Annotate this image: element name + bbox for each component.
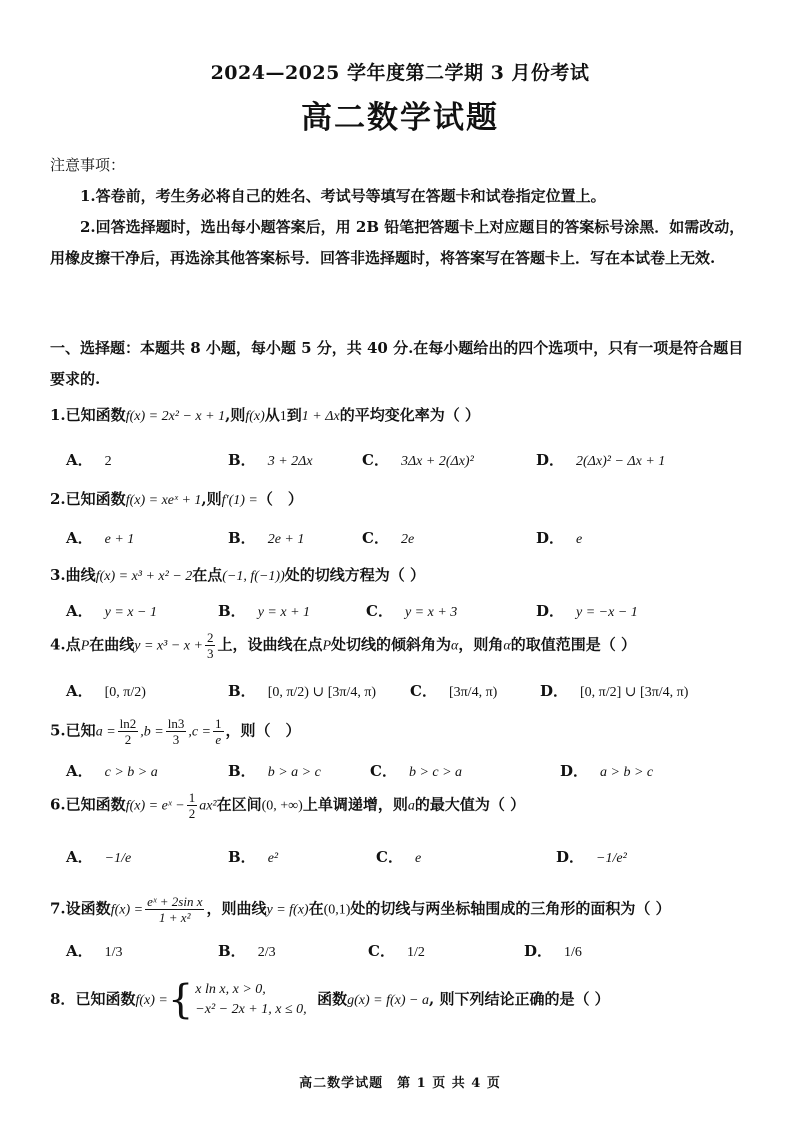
denominator: 2 — [188, 806, 196, 821]
math-var: a — [407, 798, 415, 814]
denominator: 3 — [206, 646, 214, 661]
option-d[interactable] — [524, 940, 582, 961]
option-key: C． — [362, 451, 389, 469]
option-key: A． — [66, 682, 93, 700]
piecewise — [195, 980, 306, 1020]
fraction — [166, 716, 187, 747]
math-expr: a = — [95, 724, 116, 740]
option-text: y = x − 1 — [104, 605, 157, 620]
question-5 — [50, 716, 760, 747]
math-expr: ,b = — [140, 724, 164, 740]
option-d[interactable] — [560, 760, 653, 781]
option-text: −1/e — [104, 851, 132, 866]
option-c[interactable] — [362, 527, 414, 548]
question-text: 点 — [65, 635, 81, 654]
question-text: 到 — [286, 406, 302, 424]
option-b[interactable] — [228, 760, 321, 781]
notice-heading: 注意事项： — [50, 156, 126, 174]
option-text: [0, π/2) — [104, 685, 146, 700]
math-var: α — [503, 638, 511, 654]
option-b[interactable] — [228, 449, 313, 470]
question-number: 5. — [50, 721, 66, 740]
option-d[interactable] — [536, 449, 665, 470]
option-key: C． — [366, 602, 393, 620]
notice-item-1: 1.答卷前，考生务必将自己的姓名、考试号等填写在答题卡和试卷指定位置上。 — [80, 187, 606, 205]
question-text: 已知函数 — [65, 490, 126, 508]
option-key: C． — [370, 762, 397, 780]
option-text: y = x + 3 — [404, 605, 458, 620]
math-expr: ax² — [199, 798, 217, 814]
option-b[interactable] — [218, 600, 310, 621]
option-key: C． — [410, 682, 437, 700]
question-text: ，则（ ） — [225, 721, 301, 740]
option-key: B． — [228, 848, 256, 866]
math-expr: f′(1) = — [221, 493, 258, 508]
option-text: 2/3 — [257, 945, 276, 960]
option-a[interactable] — [66, 680, 146, 701]
option-text: y = −x − 1 — [576, 605, 638, 620]
question-number: 2. — [50, 490, 66, 508]
option-key: D． — [536, 602, 565, 620]
question-number: 8． — [50, 990, 76, 1008]
math-expr: g(x) = f(x) − a — [347, 993, 429, 1008]
question-number: 3. — [50, 566, 66, 584]
option-text: 3 + 2Δx — [267, 454, 313, 469]
math-expr: y = x³ − x + — [134, 638, 203, 654]
option-b[interactable] — [218, 940, 276, 961]
option-key: B． — [228, 682, 256, 700]
exam-title: 2024—2025 学年度第二学期 3 月份考试 — [210, 62, 590, 84]
denominator: 1 + x² — [159, 910, 191, 925]
question-number: 4. — [50, 635, 66, 654]
option-key: C． — [362, 529, 389, 547]
math-var: P — [322, 638, 332, 654]
option-text: 1/3 — [104, 945, 123, 960]
question-text: 函数 — [317, 990, 348, 1008]
question-text: 处切线的倾斜角为 — [331, 635, 452, 654]
math-expr: f(x) = x³ + x² − 2 — [95, 569, 193, 584]
question-text: ，则曲线 — [206, 899, 267, 918]
section-heading: 一、选择题：本题共 8 小题，每小题 5 分，共 40 分.在每小题给出的四个选项中，只有一项是符合题目要求的. — [50, 339, 744, 388]
option-text: 3Δx + 2(Δx)² — [400, 454, 474, 469]
option-c[interactable] — [368, 940, 425, 961]
option-key: B． — [218, 602, 246, 620]
question-text: 上单调递增，则 — [302, 795, 408, 814]
subject-title: 高二数学试题 — [301, 100, 499, 136]
question-text: 已知函数 — [65, 795, 126, 814]
option-text: [3π/4, π) — [448, 685, 498, 700]
option-b[interactable] — [228, 846, 278, 867]
notice-block — [50, 150, 750, 274]
question-text: 上，设曲线在点 — [217, 635, 323, 654]
option-key: B． — [218, 942, 246, 960]
option-text: b > c > a — [408, 765, 463, 780]
option-text: c > b > a — [104, 765, 158, 780]
math-expr: (−1, f(−1)) — [222, 569, 285, 584]
piece-2: −x² − 2x + 1, x ≤ 0, — [195, 1002, 307, 1017]
math-expr: (0,1) — [323, 902, 351, 918]
question-2 — [50, 488, 760, 509]
option-key: B． — [228, 451, 256, 469]
fraction — [187, 790, 198, 821]
option-d[interactable] — [556, 846, 627, 867]
math-expr: (0, +∞) — [261, 798, 303, 814]
option-c[interactable] — [366, 600, 457, 621]
option-text: 1/6 — [564, 945, 582, 960]
option-d[interactable] — [540, 680, 688, 701]
question-text: 的取值范围是（ ） — [510, 635, 637, 654]
option-key: D． — [556, 848, 585, 866]
question-6 — [50, 790, 760, 821]
question-text: 在点 — [192, 566, 223, 584]
question-text: 在曲线 — [89, 635, 135, 654]
page-footer: 高二数学试题 第 1 页 共 4 页 — [299, 1076, 501, 1091]
question-text: 从 — [264, 406, 280, 424]
question-text: ,则 — [225, 406, 246, 424]
option-text: 2e — [400, 532, 415, 547]
option-text: [0, π/2) ∪ [3π/4, π) — [267, 685, 377, 700]
question-text: 处的切线方程为（ ） — [284, 566, 425, 584]
math-expr: f(x) = 2x² − x + 1 — [125, 409, 226, 424]
option-key: D． — [536, 451, 565, 469]
numerator: 1 — [188, 790, 196, 805]
numerator: eˣ + 2sin x — [147, 894, 203, 909]
question-number: 1. — [50, 406, 66, 424]
question-text: （ ） — [257, 490, 303, 508]
option-text: a > b > c — [600, 765, 654, 780]
math-var: α — [451, 638, 459, 654]
option-text: e + 1 — [104, 532, 135, 547]
question-text: 曲线 — [65, 566, 96, 584]
question-text: ,则 — [201, 490, 222, 508]
option-text: −1/e² — [596, 851, 627, 866]
option-key: D． — [524, 942, 553, 960]
option-a[interactable] — [66, 527, 134, 548]
math-expr: 1 + Δx — [301, 409, 340, 424]
question-text: 处的切线与两坐标轴围成的三角形的面积为（ ） — [350, 899, 671, 918]
question-text: 已知函数 — [65, 406, 126, 424]
numerator: ln2 — [119, 716, 137, 731]
question-3 — [50, 564, 760, 585]
denominator: 2 — [124, 732, 132, 747]
option-d[interactable] — [536, 527, 582, 548]
notice-item-2: 2.回答选择题时，选出每小题答案后，用 2B 铅笔把答题卡上对应题目的答案标号涂黑．如需改动，用橡皮擦干净后，再选涂其他答案标号．回答非选择题时，将答案写在答题卡上．写在本试卷上无效. — [50, 218, 745, 267]
option-key: A． — [66, 848, 93, 866]
question-text: ，则角 — [458, 635, 504, 654]
math-var: P — [80, 638, 90, 654]
option-c[interactable] — [376, 846, 421, 867]
math-expr: f(x) — [245, 409, 265, 424]
option-key: D． — [540, 682, 569, 700]
math-expr: f(x) = eˣ − — [125, 798, 185, 814]
question-text: 在 — [308, 899, 324, 918]
math-expr: f(x) = — [110, 902, 144, 918]
question-7 — [50, 894, 760, 925]
option-text: y = x + 1 — [257, 605, 311, 620]
question-text: 已知函数 — [75, 990, 136, 1008]
question-number: 7. — [50, 899, 66, 918]
question-4 — [50, 630, 760, 661]
fraction — [118, 716, 139, 747]
option-a[interactable] — [66, 940, 123, 961]
option-key: C． — [368, 942, 395, 960]
option-c[interactable] — [370, 760, 462, 781]
math-expr: y = f(x) — [266, 902, 309, 918]
fraction — [213, 716, 224, 747]
option-text: e — [414, 851, 422, 866]
question-text: 已知 — [65, 721, 96, 740]
option-text: 1/2 — [406, 945, 425, 960]
question-number: 6. — [50, 795, 66, 814]
option-key: C． — [376, 848, 403, 866]
numerator: ln3 — [167, 716, 185, 731]
piece-1: x ln x, x > 0, — [195, 982, 266, 997]
option-key: A． — [66, 602, 93, 620]
math-expr: f(x) = xeˣ + 1 — [125, 493, 202, 508]
option-c[interactable] — [410, 680, 497, 701]
option-b[interactable] — [228, 527, 304, 548]
math-expr: ,c = — [188, 724, 212, 740]
option-key: D． — [560, 762, 589, 780]
option-text: 2 — [104, 454, 112, 469]
fraction — [205, 630, 216, 661]
math-expr: f(x) = — [135, 993, 168, 1008]
option-key: A． — [66, 762, 93, 780]
option-text: 2(Δx)² − Δx + 1 — [576, 454, 666, 469]
option-key: B． — [228, 762, 256, 780]
fraction — [145, 894, 204, 925]
numerator: 2 — [206, 630, 214, 645]
option-text: 2e + 1 — [267, 532, 305, 547]
option-b[interactable] — [228, 680, 376, 701]
option-key: A． — [66, 451, 93, 469]
question-text: 在区间 — [216, 795, 262, 814]
denominator: e — [215, 732, 222, 747]
numerator: 1 — [215, 716, 222, 731]
question-8 — [50, 977, 760, 1023]
brace-symbol: { — [167, 977, 194, 1023]
option-text: e² — [267, 851, 279, 866]
option-key: D． — [536, 529, 565, 547]
denominator: 3 — [172, 732, 180, 747]
option-text: [0, π/2] ∪ [3π/4, π) — [580, 685, 689, 700]
option-a[interactable] — [66, 846, 131, 867]
option-text: e — [576, 532, 583, 547]
option-a[interactable] — [66, 449, 112, 470]
question-text: 设函数 — [65, 899, 111, 918]
option-text: b > a > c — [267, 765, 321, 780]
option-key: B． — [228, 529, 256, 547]
option-key: A． — [66, 942, 93, 960]
option-a[interactable] — [66, 760, 158, 781]
option-c[interactable] — [362, 449, 474, 470]
question-1 — [50, 404, 760, 425]
option-d[interactable] — [536, 600, 638, 621]
math-expr: 1 — [279, 409, 287, 424]
question-text: 的平均变化率为（ ） — [339, 406, 480, 424]
option-a[interactable] — [66, 600, 157, 621]
option-key: A． — [66, 529, 93, 547]
question-text: , 则下列结论正确的是（ ） — [429, 990, 610, 1008]
question-text: 的最大值为（ ） — [414, 795, 526, 814]
